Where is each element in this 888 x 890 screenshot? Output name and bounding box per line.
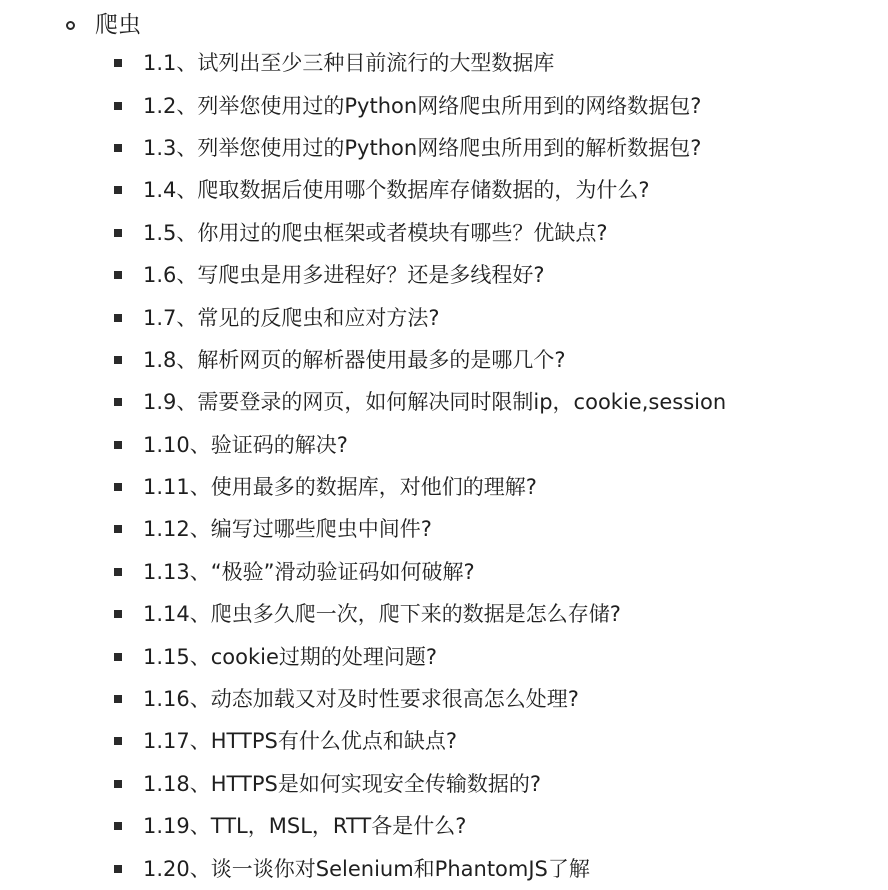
list-item-text: 1.11、使用最多的数据库，对他们的理解? xyxy=(143,475,537,500)
list-item xyxy=(114,720,874,762)
list-item xyxy=(114,127,874,169)
list-item-text: 1.20、谈一谈你对Selenium和PhantomJS了解 xyxy=(143,856,590,881)
list-item xyxy=(114,296,874,338)
list-item xyxy=(114,339,874,381)
square-bullet-icon xyxy=(114,271,122,279)
list-item-text: 1.12、编写过哪些爬虫中间件? xyxy=(143,517,432,542)
list-item-text: 1.16、动态加载又对及时性要求很高怎么处理? xyxy=(143,687,579,712)
list-item-text: 1.4、爬取数据后使用哪个数据库存储数据的，为什么? xyxy=(143,178,650,203)
square-bullet-icon xyxy=(114,610,122,618)
list-item xyxy=(114,508,874,550)
section-title: 爬虫 xyxy=(95,12,141,38)
list-item-text: 1.9、需要登录的网页，如何解决同时限制ip，cookie,session xyxy=(143,390,727,415)
square-bullet-icon xyxy=(114,568,122,576)
square-bullet-icon xyxy=(114,356,122,364)
square-bullet-icon xyxy=(114,398,122,406)
square-bullet-icon xyxy=(114,483,122,491)
square-bullet-icon xyxy=(114,695,122,703)
list-item-text: 1.15、cookie过期的处理问题? xyxy=(143,644,438,669)
list-item-text: 1.7、常见的反爬虫和应对方法? xyxy=(143,305,440,330)
square-bullet-icon xyxy=(114,314,122,322)
square-bullet-icon xyxy=(114,102,122,110)
square-bullet-icon xyxy=(114,229,122,237)
square-bullet-icon xyxy=(114,865,122,873)
square-bullet-icon xyxy=(114,822,122,830)
list-item xyxy=(114,551,874,593)
square-bullet-icon xyxy=(114,59,122,67)
list-item-text: 1.5、你用过的爬虫框架或者模块有哪些？优缺点? xyxy=(143,220,608,245)
list-item-text: 1.17、HTTPS有什么优点和缺点? xyxy=(143,729,457,754)
list-item xyxy=(114,254,874,296)
list-item-text: 1.6、写爬虫是用多进程好？还是多线程好? xyxy=(143,263,545,288)
list-item xyxy=(114,42,874,84)
square-bullet-icon xyxy=(114,186,122,194)
list-item xyxy=(114,424,874,466)
square-bullet-icon xyxy=(114,525,122,533)
list-item-text: 1.1、试列出至少三种目前流行的大型数据库 xyxy=(143,51,555,76)
list-item-text: 1.3、列举您使用过的Python网络爬虫所用到的解析数据包? xyxy=(143,135,702,160)
list-item xyxy=(114,212,874,254)
square-bullet-icon xyxy=(114,441,122,449)
list-item xyxy=(114,381,874,423)
list-item xyxy=(114,763,874,805)
hollow-circle-bullet-icon xyxy=(66,21,75,30)
list-item-text: 1.18、HTTPS是如何实现安全传输数据的? xyxy=(143,771,541,796)
square-bullet-icon xyxy=(114,144,122,152)
list-item xyxy=(114,678,874,720)
list-item-text: 1.8、解析网页的解析器使用最多的是哪几个? xyxy=(143,347,566,372)
list-item xyxy=(114,635,874,677)
list-item xyxy=(114,593,874,635)
square-bullet-icon xyxy=(114,737,122,745)
list-item xyxy=(114,169,874,211)
list-item xyxy=(114,84,874,126)
list-item-text: 1.19、TTL，MSL，RTT各是什么? xyxy=(143,814,467,839)
square-bullet-icon xyxy=(114,653,122,661)
list-item-text: 1.14、爬虫多久爬一次，爬下来的数据是怎么存储? xyxy=(143,602,621,627)
list-item-text: 1.13、“极验”滑动验证码如何破解? xyxy=(143,559,475,584)
list-item xyxy=(114,466,874,508)
list-item-text: 1.10、验证码的解决? xyxy=(143,432,348,457)
square-bullet-icon xyxy=(114,780,122,788)
question-list xyxy=(114,42,874,890)
list-item xyxy=(114,805,874,847)
section-header xyxy=(66,6,141,44)
list-item xyxy=(114,847,874,889)
list-item-text: 1.2、列举您使用过的Python网络爬虫所用到的网络数据包? xyxy=(143,93,702,118)
